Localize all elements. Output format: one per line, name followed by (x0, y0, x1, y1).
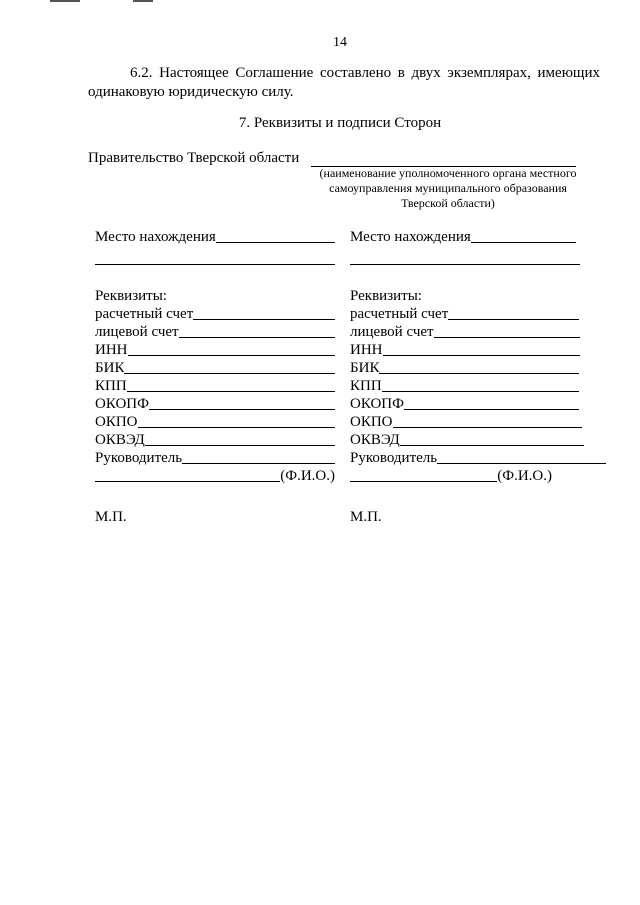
location-blank (471, 228, 576, 243)
page-number: 14 (333, 35, 347, 50)
location-blank (216, 228, 335, 243)
field-blank (400, 431, 584, 446)
field-row-okpo (95, 413, 335, 431)
field-row-account (95, 305, 335, 323)
location-label: Место нахождения (350, 229, 471, 245)
left-party-column (95, 228, 335, 526)
fio-blank (95, 467, 280, 482)
location-row (350, 228, 606, 246)
field-row-kpp (350, 377, 606, 395)
fio-row (350, 467, 606, 485)
field-row-personal-account (95, 323, 335, 341)
field-blank (382, 377, 579, 392)
requisites-heading (350, 287, 606, 305)
field-label: ОКОПФ (350, 396, 404, 412)
government-label: Правительство Тверской области (88, 150, 300, 166)
fio-row (95, 467, 335, 485)
field-row-bik (95, 359, 335, 377)
field-blank (128, 341, 336, 356)
fio-blank (350, 467, 497, 482)
field-blank (145, 431, 335, 446)
field-blank (437, 449, 606, 464)
stamp-label: М.П. (350, 509, 382, 525)
right-party-column (350, 228, 606, 526)
field-label: КПП (350, 378, 382, 394)
location-label: Место нахождения (95, 229, 216, 245)
field-label: ОКВЭД (350, 432, 400, 448)
field-label: расчетный счет (95, 306, 194, 322)
field-blank (149, 395, 335, 410)
field-label: расчетный счет (350, 306, 449, 322)
field-label: лицевой счет (350, 324, 434, 340)
field-label: ОКВЭД (95, 432, 145, 448)
field-label: ИНН (95, 342, 128, 358)
agreement-paragraph: 6.2. Настоящее Соглашение составлено в двух экземплярах, имеющих одинаковую юридическую силу. (88, 65, 600, 100)
field-label: ОКПО (350, 414, 393, 430)
field-row-okpo (350, 413, 606, 431)
requisites-heading (95, 287, 335, 305)
field-blank (383, 341, 581, 356)
field-label: КПП (95, 378, 127, 394)
field-label: Руководитель (95, 450, 183, 466)
field-label: ОКПО (95, 414, 138, 430)
scan-artifact-mark (133, 0, 153, 2)
requisites-heading-label: Реквизиты: (95, 288, 167, 304)
field-label: БИК (95, 360, 125, 376)
requisites-heading-label: Реквизиты: (350, 288, 422, 304)
field-label: Руководитель (350, 450, 438, 466)
stamp-label: М.П. (95, 509, 127, 525)
field-blank (124, 359, 335, 374)
field-blank (393, 413, 582, 428)
field-row-inn (350, 341, 606, 359)
field-row-personal-account (350, 323, 606, 341)
location-row (95, 228, 335, 246)
section-title: 7. Реквизиты и подписи Сторон (238, 115, 442, 131)
location-blank-line (95, 246, 335, 265)
field-row-okved (350, 431, 606, 449)
field-blank (193, 305, 335, 320)
field-label: БИК (350, 360, 380, 376)
field-blank (404, 395, 579, 410)
scan-artifact-mark (50, 0, 80, 2)
field-label: ИНН (350, 342, 383, 358)
field-blank (179, 323, 335, 338)
field-row-bik (350, 359, 606, 377)
field-blank (138, 413, 335, 428)
field-blank (448, 305, 579, 320)
field-row-okopf (95, 395, 335, 413)
field-row-okopf (350, 395, 606, 413)
field-label: ОКОПФ (95, 396, 149, 412)
field-blank (127, 377, 335, 392)
fio-label: (Ф.И.О.) (497, 468, 552, 484)
field-blank (182, 449, 335, 464)
field-blank (379, 359, 579, 374)
field-label: лицевой счет (95, 324, 179, 340)
field-row-okved (95, 431, 335, 449)
field-row-head (95, 449, 335, 467)
government-note: (наименование уполномоченного органа местного самоуправления муниципального образования Тверской области) (319, 166, 577, 210)
field-row-account (350, 305, 606, 323)
field-row-inn (95, 341, 335, 359)
location-blank-line (350, 246, 580, 265)
field-blank (434, 323, 580, 338)
fio-label: (Ф.И.О.) (280, 468, 335, 484)
field-row-kpp (95, 377, 335, 395)
field-row-head (350, 449, 606, 467)
